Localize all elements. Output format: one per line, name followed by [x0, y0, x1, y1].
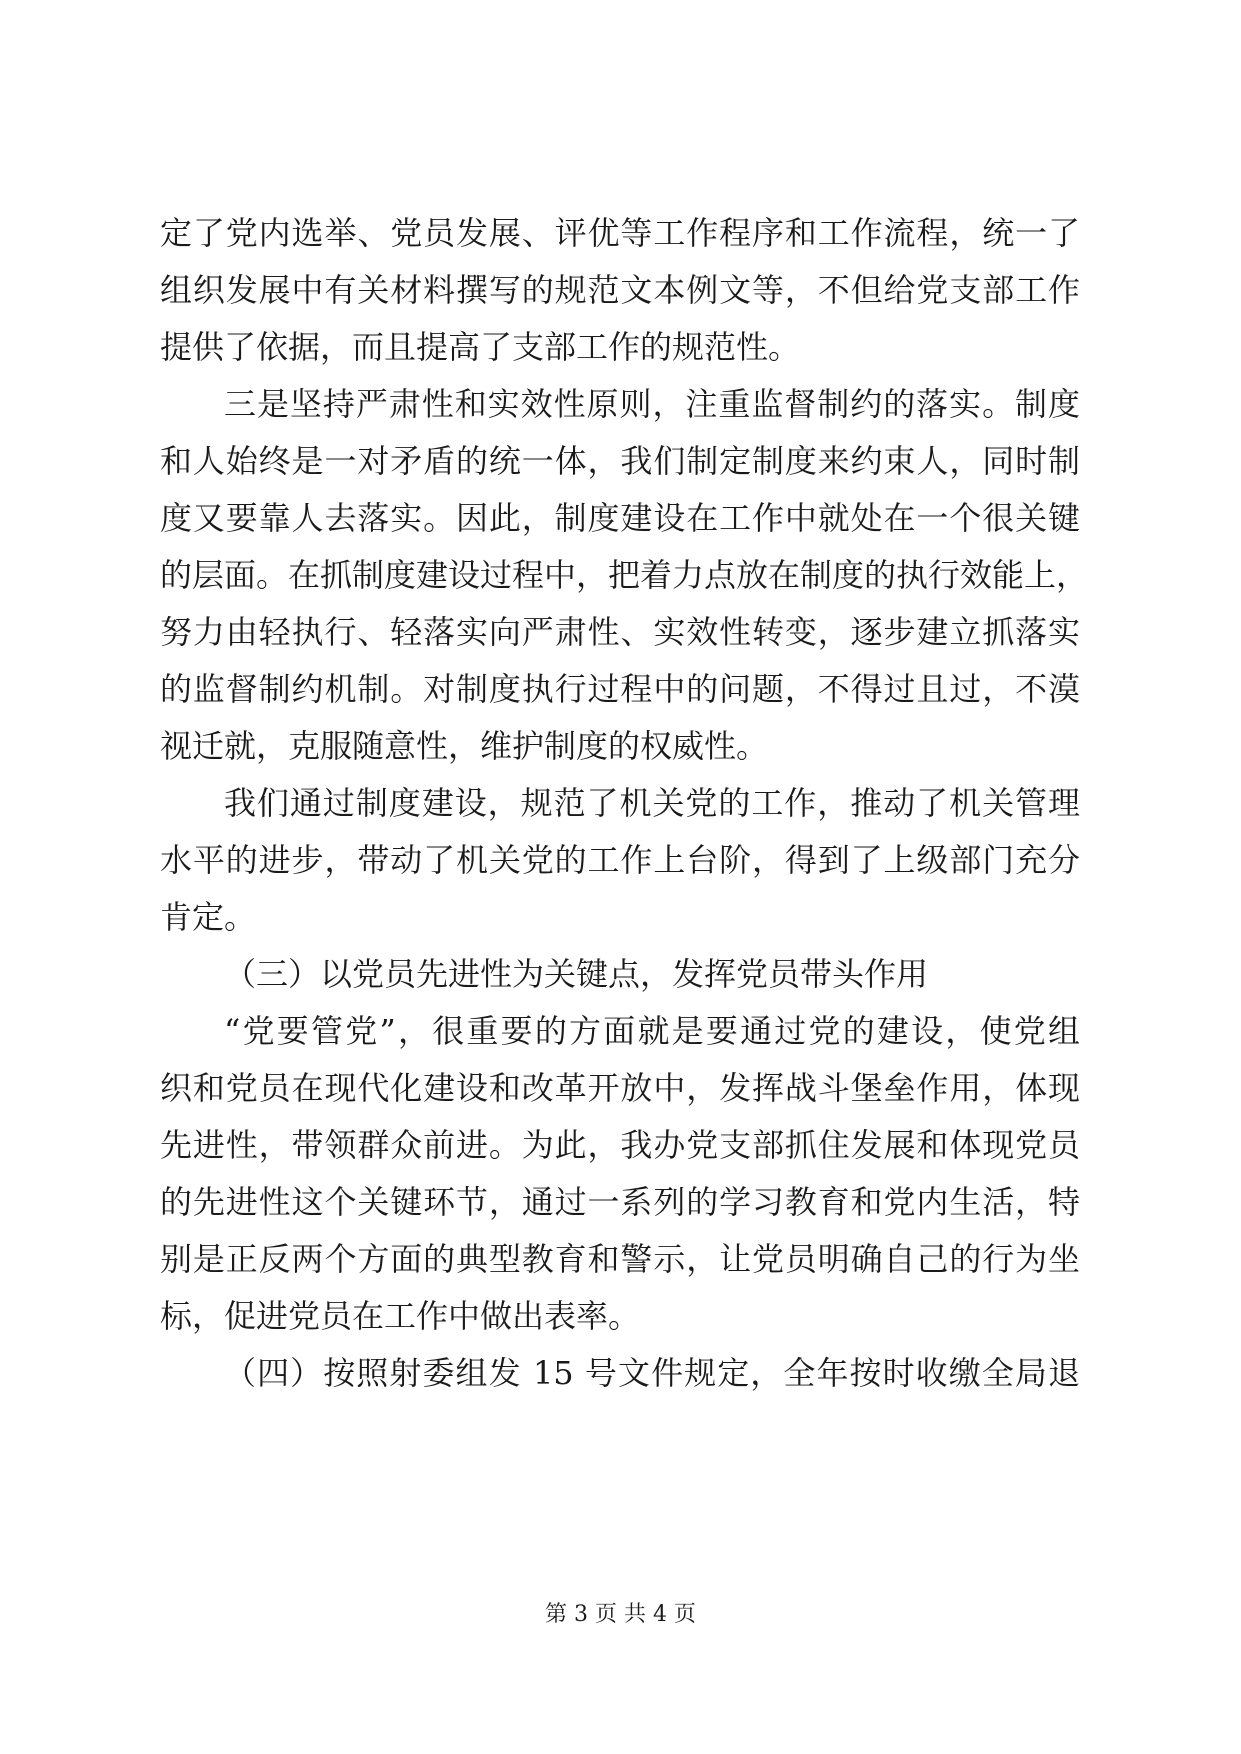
- text-line: 的先进性这个关键环节，通过一系列的学习教育和党内生活，特: [160, 1183, 1080, 1221]
- text-line: 的监督制约机制。对制度执行过程中的问题，不得过且过，不漠: [160, 670, 1080, 708]
- paragraph-first-line: 三是坚持严肃性和实效性原则，注重监督制约的落实。制度: [224, 385, 1080, 423]
- text-line: 别是正反两个方面的典型教育和警示，让党员明确自己的行为坐: [160, 1240, 1080, 1278]
- text-line: 织和党员在现代化建设和改革开放中，发挥战斗堡垒作用，体现: [160, 1069, 1080, 1107]
- text-line: 定了党内选举、党员发展、评优等工作程序和工作流程，统一了: [160, 214, 1080, 252]
- text-line: 标，促进党员在工作中做出表率。: [160, 1297, 641, 1335]
- text-line: 肯定。: [160, 898, 257, 936]
- section-heading: （三）以党员先进性为关键点，发挥党员带头作用: [224, 955, 929, 993]
- paragraph-first-line: 我们通过制度建设，规范了机关党的工作，推动了机关管理: [224, 784, 1080, 822]
- text-line: 努力由轻执行、轻落实向严肃性、实效性转变，逐步建立抓落实: [160, 613, 1080, 651]
- text-line: 提供了依据，而且提高了支部工作的规范性。: [160, 328, 801, 366]
- section-heading: （四）按照射委组发 15 号文件规定，全年按时收缴全局退: [224, 1354, 1080, 1392]
- text-line: 度又要靠人去落实。因此，制度建设在工作中就处在一个很关键: [160, 499, 1080, 537]
- page-number-footer: 第 3 页 共 4 页: [545, 1602, 696, 1627]
- text-line: 的层面。在抓制度建设过程中，把着力点放在制度的执行效能上，: [160, 556, 1089, 594]
- text-line: 组织发展中有关材料撰写的规范文本例文等，不但给党支部工作: [160, 271, 1080, 309]
- text-line: 和人始终是一对矛盾的统一体，我们制定制度来约束人，同时制: [160, 442, 1080, 480]
- text-line: 水平的进步，带动了机关党的工作上台阶，得到了上级部门充分: [160, 841, 1080, 879]
- paragraph-first-line: “党要管党”，很重要的方面就是要通过党的建设，使党组: [224, 1012, 1080, 1050]
- text-line: 视迁就，克服随意性，维护制度的权威性。: [160, 727, 769, 765]
- text-line: 先进性，带领群众前进。为此，我办党支部抓住发展和体现党员: [160, 1126, 1080, 1164]
